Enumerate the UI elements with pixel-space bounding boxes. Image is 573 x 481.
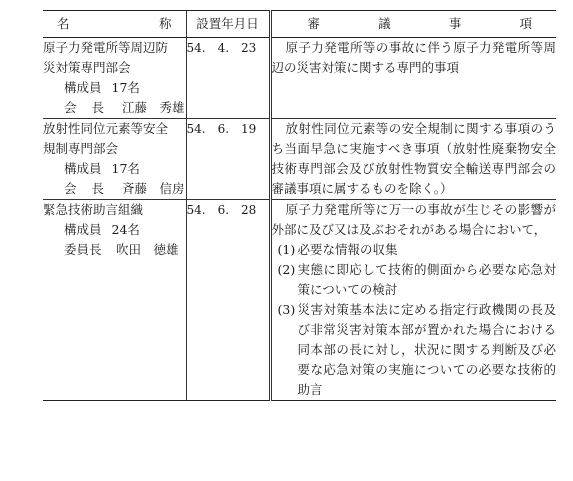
members-label: 構成員 (64, 80, 102, 95)
table-row (43, 38, 556, 119)
deliberation-matter-cell (270, 38, 556, 119)
established-date: 54. 6. 28 (186, 200, 270, 401)
members-line (43, 78, 186, 98)
members-label: 構成員 (64, 222, 102, 237)
committee-name-line: 規制専門部会 (43, 141, 119, 156)
chair-role: 委員長 (64, 242, 102, 257)
members-line (43, 159, 186, 179)
established-date: 54. 6. 19 (186, 119, 270, 200)
list-item (272, 300, 557, 400)
committee-name-line: 放射性同位元素等安全 (43, 121, 169, 136)
header-matter-char-2: 議 (378, 16, 391, 31)
committee-name-line: 原子力発電所等周辺防 (43, 40, 169, 55)
chair-role (64, 98, 104, 118)
chair-role-char-1: 会 (64, 100, 77, 115)
list-item-text: 災害対策基本法に定める指定行政機関の長及び非常災害対策本部が置かれた場合における同本部の長に対し，状況に関する判断及び必要な応急対策の実施についての必要な技術的助言 (297, 302, 556, 397)
header-matter-char-3: 事 (448, 16, 462, 31)
committee-name-cell (43, 38, 186, 119)
header-date (186, 11, 270, 38)
chair-role-char-1: 会 (64, 181, 77, 196)
members-count: 17名 (111, 161, 140, 176)
header-matter-char-1: 審 (307, 16, 321, 31)
deliberation-matter-text: 放射性同位元素等の安全規制に関する事項のうち当面早急に実施すべき事項（放射性廃棄物安全技術専門部会及び放射性物質安全輸送専門部会の審議事項に属するものを除く。） (271, 121, 556, 196)
chair-role (64, 179, 104, 199)
list-item-text: 実態に即応して技術的側面から必要な応急対策についての検討 (297, 262, 556, 297)
chair-role-char-2: 長 (91, 181, 104, 196)
list-item-number: (1) (277, 242, 296, 257)
list-item-text: 必要な情報の収集 (297, 242, 398, 257)
table-row (43, 200, 556, 401)
chair-role-char-2: 長 (91, 100, 104, 115)
list-item (272, 240, 557, 260)
chair-name: 斉藤 信房 (122, 181, 185, 196)
chair-name: 江藤 秀雄 (122, 100, 185, 115)
established-date: 54. 4. 23 (186, 38, 270, 119)
committee-name-line: 緊急技術助言組織 (43, 202, 144, 217)
table-row (43, 119, 556, 200)
members-count: 17名 (111, 80, 140, 95)
committee-name-cell (43, 200, 186, 401)
committee-name-line: 災対策専門部会 (43, 60, 131, 75)
list-item-number: (2) (277, 262, 296, 277)
deliberation-matter-intro: 原子力発電所等に万一の事故が生じその影響が外部に及び又は及ぶおそれがある場合において， (271, 202, 556, 237)
committee-name-cell (43, 119, 186, 200)
header-name-char-2: 称 (158, 16, 172, 31)
chair-line (43, 98, 186, 118)
members-count: 24名 (111, 222, 140, 237)
members-label: 構成員 (64, 161, 102, 176)
chair-name: 吹田 徳雄 (116, 242, 179, 257)
members-line (43, 220, 186, 240)
table-header-row (43, 11, 556, 38)
header-name-char-1: 名 (57, 16, 70, 31)
header-matter-char-4: 項 (519, 16, 532, 31)
header-date-label: 設置年月日 (196, 16, 259, 31)
deliberation-matter-text: 原子力発電所等の事故に伴う原子力発電所等周辺の災害対策に関する専門的事項 (271, 40, 556, 75)
deliberation-matter-cell (270, 200, 556, 401)
header-name (43, 11, 186, 38)
list-item-number: (3) (277, 302, 296, 317)
header-matter (270, 11, 556, 38)
chair-line (43, 240, 186, 260)
chair-line (43, 179, 186, 199)
list-item (272, 260, 557, 300)
committee-table (43, 10, 556, 401)
deliberation-matter-cell (270, 119, 556, 200)
